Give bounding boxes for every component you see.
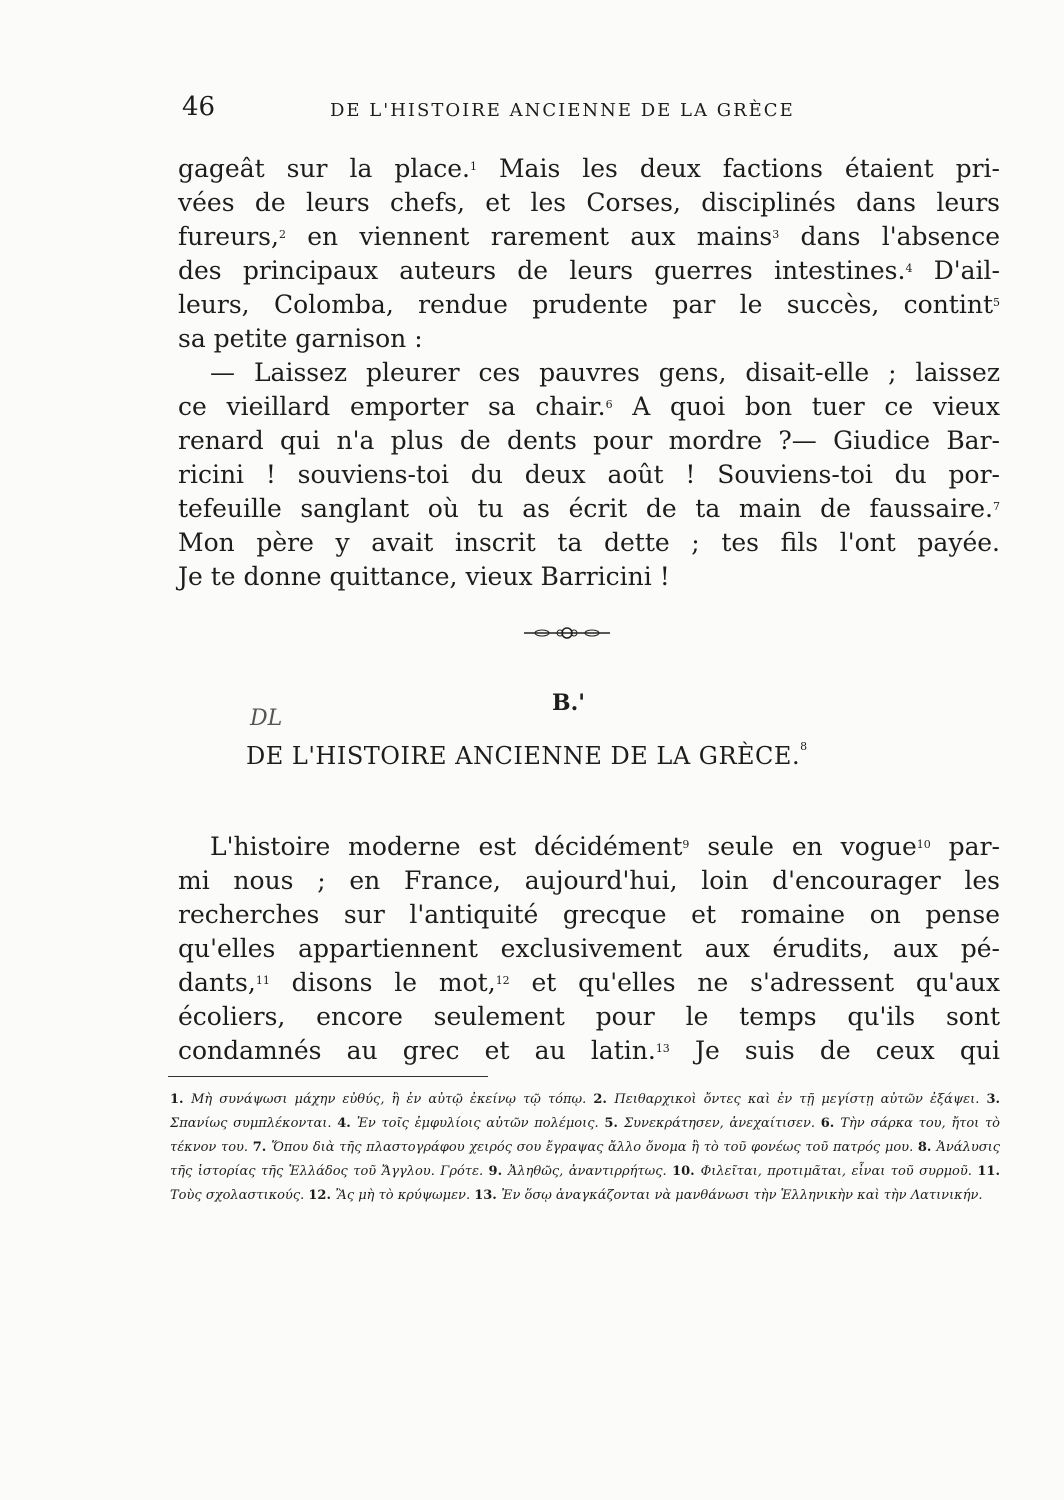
text-line [178,458,1000,492]
footnote-number: 12. [308,1188,336,1203]
footnote-text: Ἀληθῶς, ἀναντιρρήτως. [507,1164,673,1179]
text-span: des principaux auteurs de leurs guerres intestines. [178,256,906,285]
text-span: ricini ! souviens-toi du deux août ! Souviens-toi du por- [178,460,1000,489]
text-span: gageât sur la place. [178,154,470,183]
text-span: D'ail- [912,256,1000,285]
dialogue-block [178,356,1000,594]
text-span: par- [930,832,1000,861]
footnote-number: 3. [986,1092,1001,1107]
text-span: ce vieillard emporter sa chair. [178,392,606,421]
text-span: recherches sur l'antiquité grecque et romaine on pense [178,900,1000,929]
footnote-ref: 1 [469,160,477,173]
page-number: 46 [182,92,216,122]
text-span: — Laissez pleurer ces pauvres gens, disait-elle ; laissez [210,358,1000,387]
text-line [178,254,1000,288]
footnote-text: Ἐν ὅσῳ ἀναγκάζονται νὰ μανθάνωσι τὴν Ἑλληνικὴν καὶ τὴν Λατινικήν. [501,1188,983,1203]
footnote-number: 5. [604,1116,624,1131]
footnote-ref: 11 [255,974,270,987]
footnote-ref: 3 [772,228,780,241]
footnote-ref: 10 [916,838,931,851]
text-line [178,830,1000,864]
text-line [178,1000,1000,1034]
text-line [178,390,1000,424]
text-line [178,864,1000,898]
text-span: Je te donne quittance, vieux Barricini ! [178,562,670,591]
footnote-text: Τοὺς σχολαστικούς. [170,1188,309,1203]
footnote-ref: 2 [278,228,286,241]
footnote-text: Τὴν σάρκα του, ἤτοι τὸ τέκνον του. [170,1116,1000,1155]
footnote-number: 9. [488,1164,508,1179]
text-line [178,186,1000,220]
text-span: en viennent rarement aux mains [285,222,773,251]
footnote-text: Ἐν τοῖς ἐμφυλίοις αὐτῶν πολέμοις. [356,1116,605,1131]
text-span: Je suis de ceux qui [669,1036,1000,1065]
footnote-number: 6. [820,1116,841,1131]
footnote-ref: 12 [495,974,510,987]
text-line [178,152,1000,186]
text-span: et qu'elles ne s'adressent qu'aux [509,968,1000,997]
footnote-ref: 9 [682,838,690,851]
text-span: dants, [178,968,256,997]
section-letter: B.' [552,690,585,716]
footnote-text: Μὴ συνάψωσι μάχην εὐθύς, ἢ ἐν αὐτῷ ἐκείνῳ τῷ τόπῳ. [191,1092,594,1107]
text-span: leurs, Colomba, rendue prudente par le succès, contint [178,290,993,319]
text-line [178,288,1000,322]
footnote-number: 7. [252,1140,272,1155]
footnote-text: Φιλεῖται, προτιμᾶται, εἶναι τοῦ συρμοῦ. [700,1164,978,1179]
footnote-ref: 4 [905,262,913,275]
text-span: Mon père y avait inscrit ta dette ; tes fils l'ont payée. [178,528,1000,557]
footnote-ref: 6 [605,398,613,411]
text-span: tefeuille sanglant où tu as écrit de ta main de faussaire. [178,494,993,523]
footnote-text: Συνεκράτησεν, ἀνεχαίτισεν. [623,1116,821,1131]
text-span: L'histoire moderne est décidément [210,832,683,861]
text-line [178,492,1000,526]
footnotes [170,1088,1000,1208]
text-span: qu'elles appartiennent exclusivement aux érudits, aux pé- [178,934,1000,963]
text-span: écoliers, encore seulement pour le temps qu'ils sont [178,1002,1000,1031]
text-span: A quoi bon tuer ce vieux [612,392,1000,421]
text-line [178,898,1000,932]
text-span: renard qui n'a plus de dents pour mordre ?— Giudice Bar- [178,426,1000,455]
text-span: Mais les deux factions étaient pri- [476,154,1000,183]
ornament-divider [522,626,612,640]
footnote-number: 2. [593,1092,615,1107]
text-line [178,560,1000,594]
footnote-number: 10. [672,1164,701,1179]
text-span: mi nous ; en France, aujourd'hui, loin d'encourager les [178,866,1000,895]
footnote-number: 13. [474,1188,502,1203]
footnote-number: 4. [337,1116,357,1131]
text-line [178,932,1000,966]
footnote-text: Ἀνάλυσις τῆς ἱστορίας τῆς Ἑλλάδος τοῦ Ἄγγλου. Γρότε. [170,1140,1000,1179]
section-title-footnote-ref: 8 [800,740,808,753]
text-line [178,220,1000,254]
paragraph-histoire [178,830,1000,1068]
text-span: sa petite garnison : [178,324,423,353]
running-title: DE L'HISTOIRE ANCIENNE DE LA GRÈCE [330,100,795,121]
footnote-text: Ἂς μὴ τὸ κρύψωμεν. [335,1188,475,1203]
text-span: condamnés au grec et au latin. [178,1036,656,1065]
text-span: dans l'absence [779,222,1000,251]
text-span: seule en vogue [689,832,917,861]
footnote-ref: 5 [993,296,1000,309]
footnote-number: 8. [917,1140,937,1155]
footnote-ref: 7 [993,500,1000,513]
text-line [178,424,1000,458]
footnote-number: 11. [977,1164,1000,1179]
footnote-text: Πειθαρχικοὶ ὄντες καὶ ἐν τῇ μεγίστῃ αὐτῶν ἐξάψει. [614,1092,987,1107]
text-line [178,1034,1000,1068]
footnote-rule [168,1076,488,1077]
text-line [178,356,1000,390]
text-span: disons le mot, [269,968,496,997]
text-line [178,322,1000,356]
footnote-text: Σπανίως συμπλέκονται. [170,1116,338,1131]
footnote-text: Ὅπου διὰ τῆς πλαστογράφου χειρός σου ἔγραψας ἄλλο ὄνομα ἢ τὸ τοῦ φονέως τοῦ πατρός μου. [271,1140,918,1155]
handwritten-mark: DL [250,706,283,731]
paragraph-colomba [178,152,1000,594]
section-title [246,742,808,770]
text-span: vées de leurs chefs, et les Corses, disciplinés dans leurs [178,188,1000,217]
footnote-number: 1. [170,1092,192,1107]
section-title-text: DE L'HISTOIRE ANCIENNE DE LA GRÈCE. [246,742,801,770]
text-line [178,526,1000,560]
text-line [178,966,1000,1000]
text-span: fureurs, [178,222,279,251]
footnote-ref: 13 [655,1042,670,1055]
